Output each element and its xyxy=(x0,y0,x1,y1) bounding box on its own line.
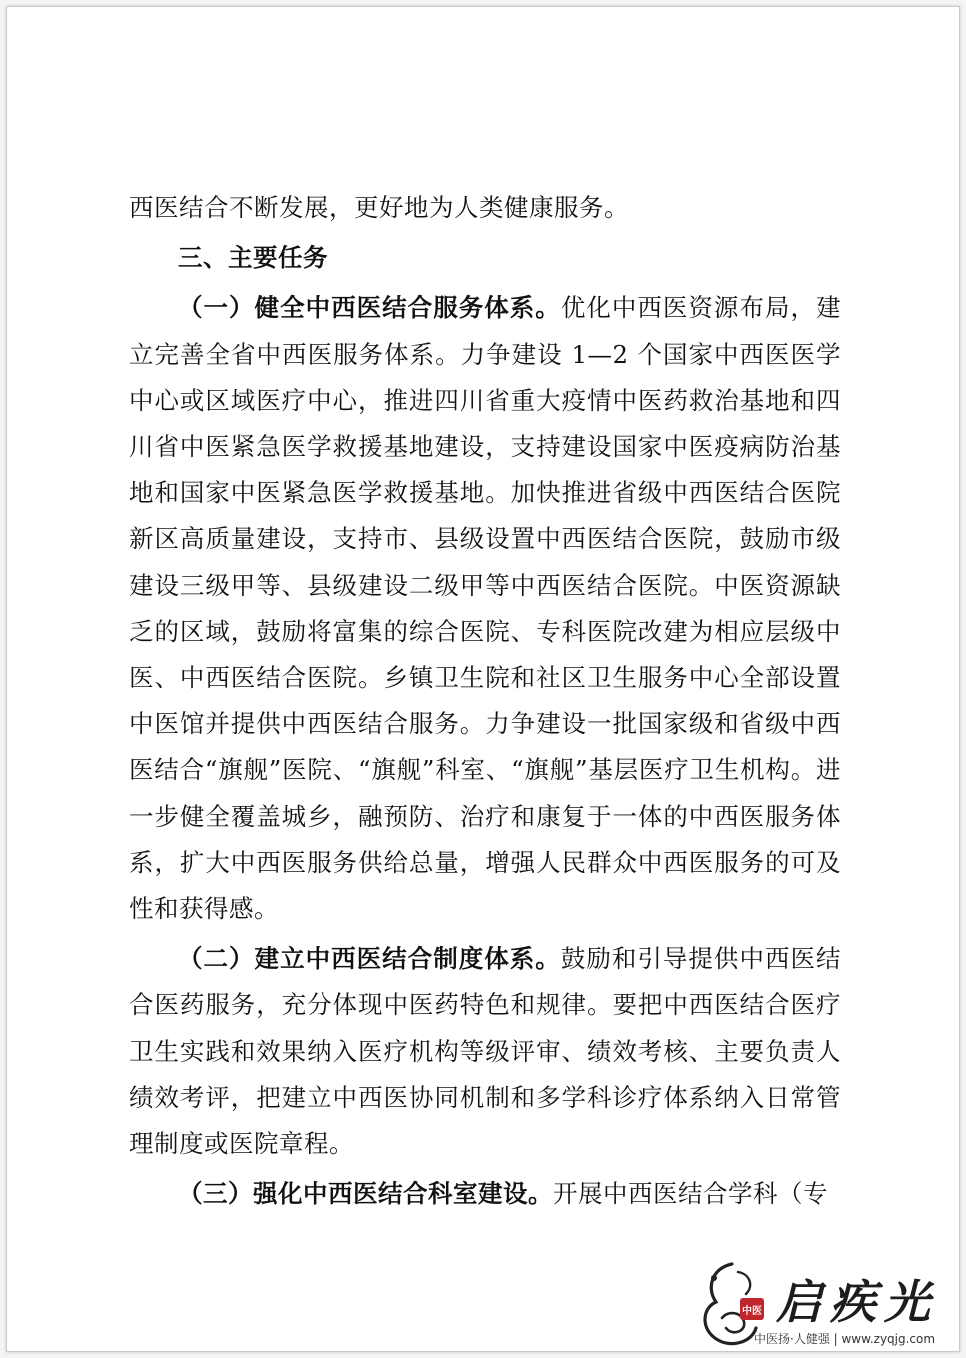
section-1-title: （一）健全中西医结合服务体系。 xyxy=(178,293,561,323)
document-body xyxy=(129,185,841,1217)
section-2-title: （二）建立中西医结合制度体系。 xyxy=(178,944,561,974)
paragraph-section-2 xyxy=(129,936,841,1167)
document-page xyxy=(6,6,960,1352)
watermark-tagline: 中医扬·人健强 | www.zyqjg.com xyxy=(754,1332,936,1346)
section-2-body: 鼓励和引导提供中西医结合医药服务，充分体现中医药特色和规律。要把中西医结合医疗卫生实践和效果纳入医疗机构等级评审、绩效考核、主要负责人绩效考评，把建立中西医协同机制和多学科诊疗体系纳入日常管理制度或医院章程。 xyxy=(129,944,842,1159)
site-watermark xyxy=(692,1258,952,1350)
watermark-name: 启疾光 xyxy=(776,1275,938,1329)
paragraph-section-3 xyxy=(129,1171,841,1217)
section-1-body: 优化中西医资源布局，建立完善全省中西医服务体系。力争建设 1—2 个国家中西医医学中心或区域医疗中心，推进四川省重大疫情中医药救治基地和四川省中医紧急医学救援基地建设，支持建设国家中医疫病防治基地和国家中医紧急医学救援基地。加快推进省级中西医结合医院新区高质量建设，支持市、县级设置中西医结合医院，鼓励市级建设三级甲等、县级建设二级甲等中西医结合医院。中医资源缺乏的区域，鼓励将富集的综合医院、专科医院改建为相应层级中医、中西医结合医院。乡镇卫生院和社区卫生服务中心全部设置中医馆并提供中西医结合服务。力争建设一批国家级和省级中西医结合“旗舰”医院、“旗舰”科室、“旗舰”基层医疗卫生机构。进一步健全覆盖城乡，融预防、治疗和康复于一体的中西医服务体系，扩大中西医服务供给总量，增强人民群众中西医服务的可及性和获得感。 xyxy=(129,293,842,924)
section-3-body: 开展中西医结合学科（专 xyxy=(553,1179,828,1209)
paragraph-section-1 xyxy=(129,285,841,932)
section-3-title: （三）强化中西医结合科室建设。 xyxy=(178,1179,553,1209)
paragraph-continuation: 西医结合不断发展，更好地为人类健康服务。 xyxy=(129,193,629,222)
watermark-seal-text: 中医 xyxy=(742,1306,762,1317)
section-heading: 三、主要任务 xyxy=(178,243,328,273)
